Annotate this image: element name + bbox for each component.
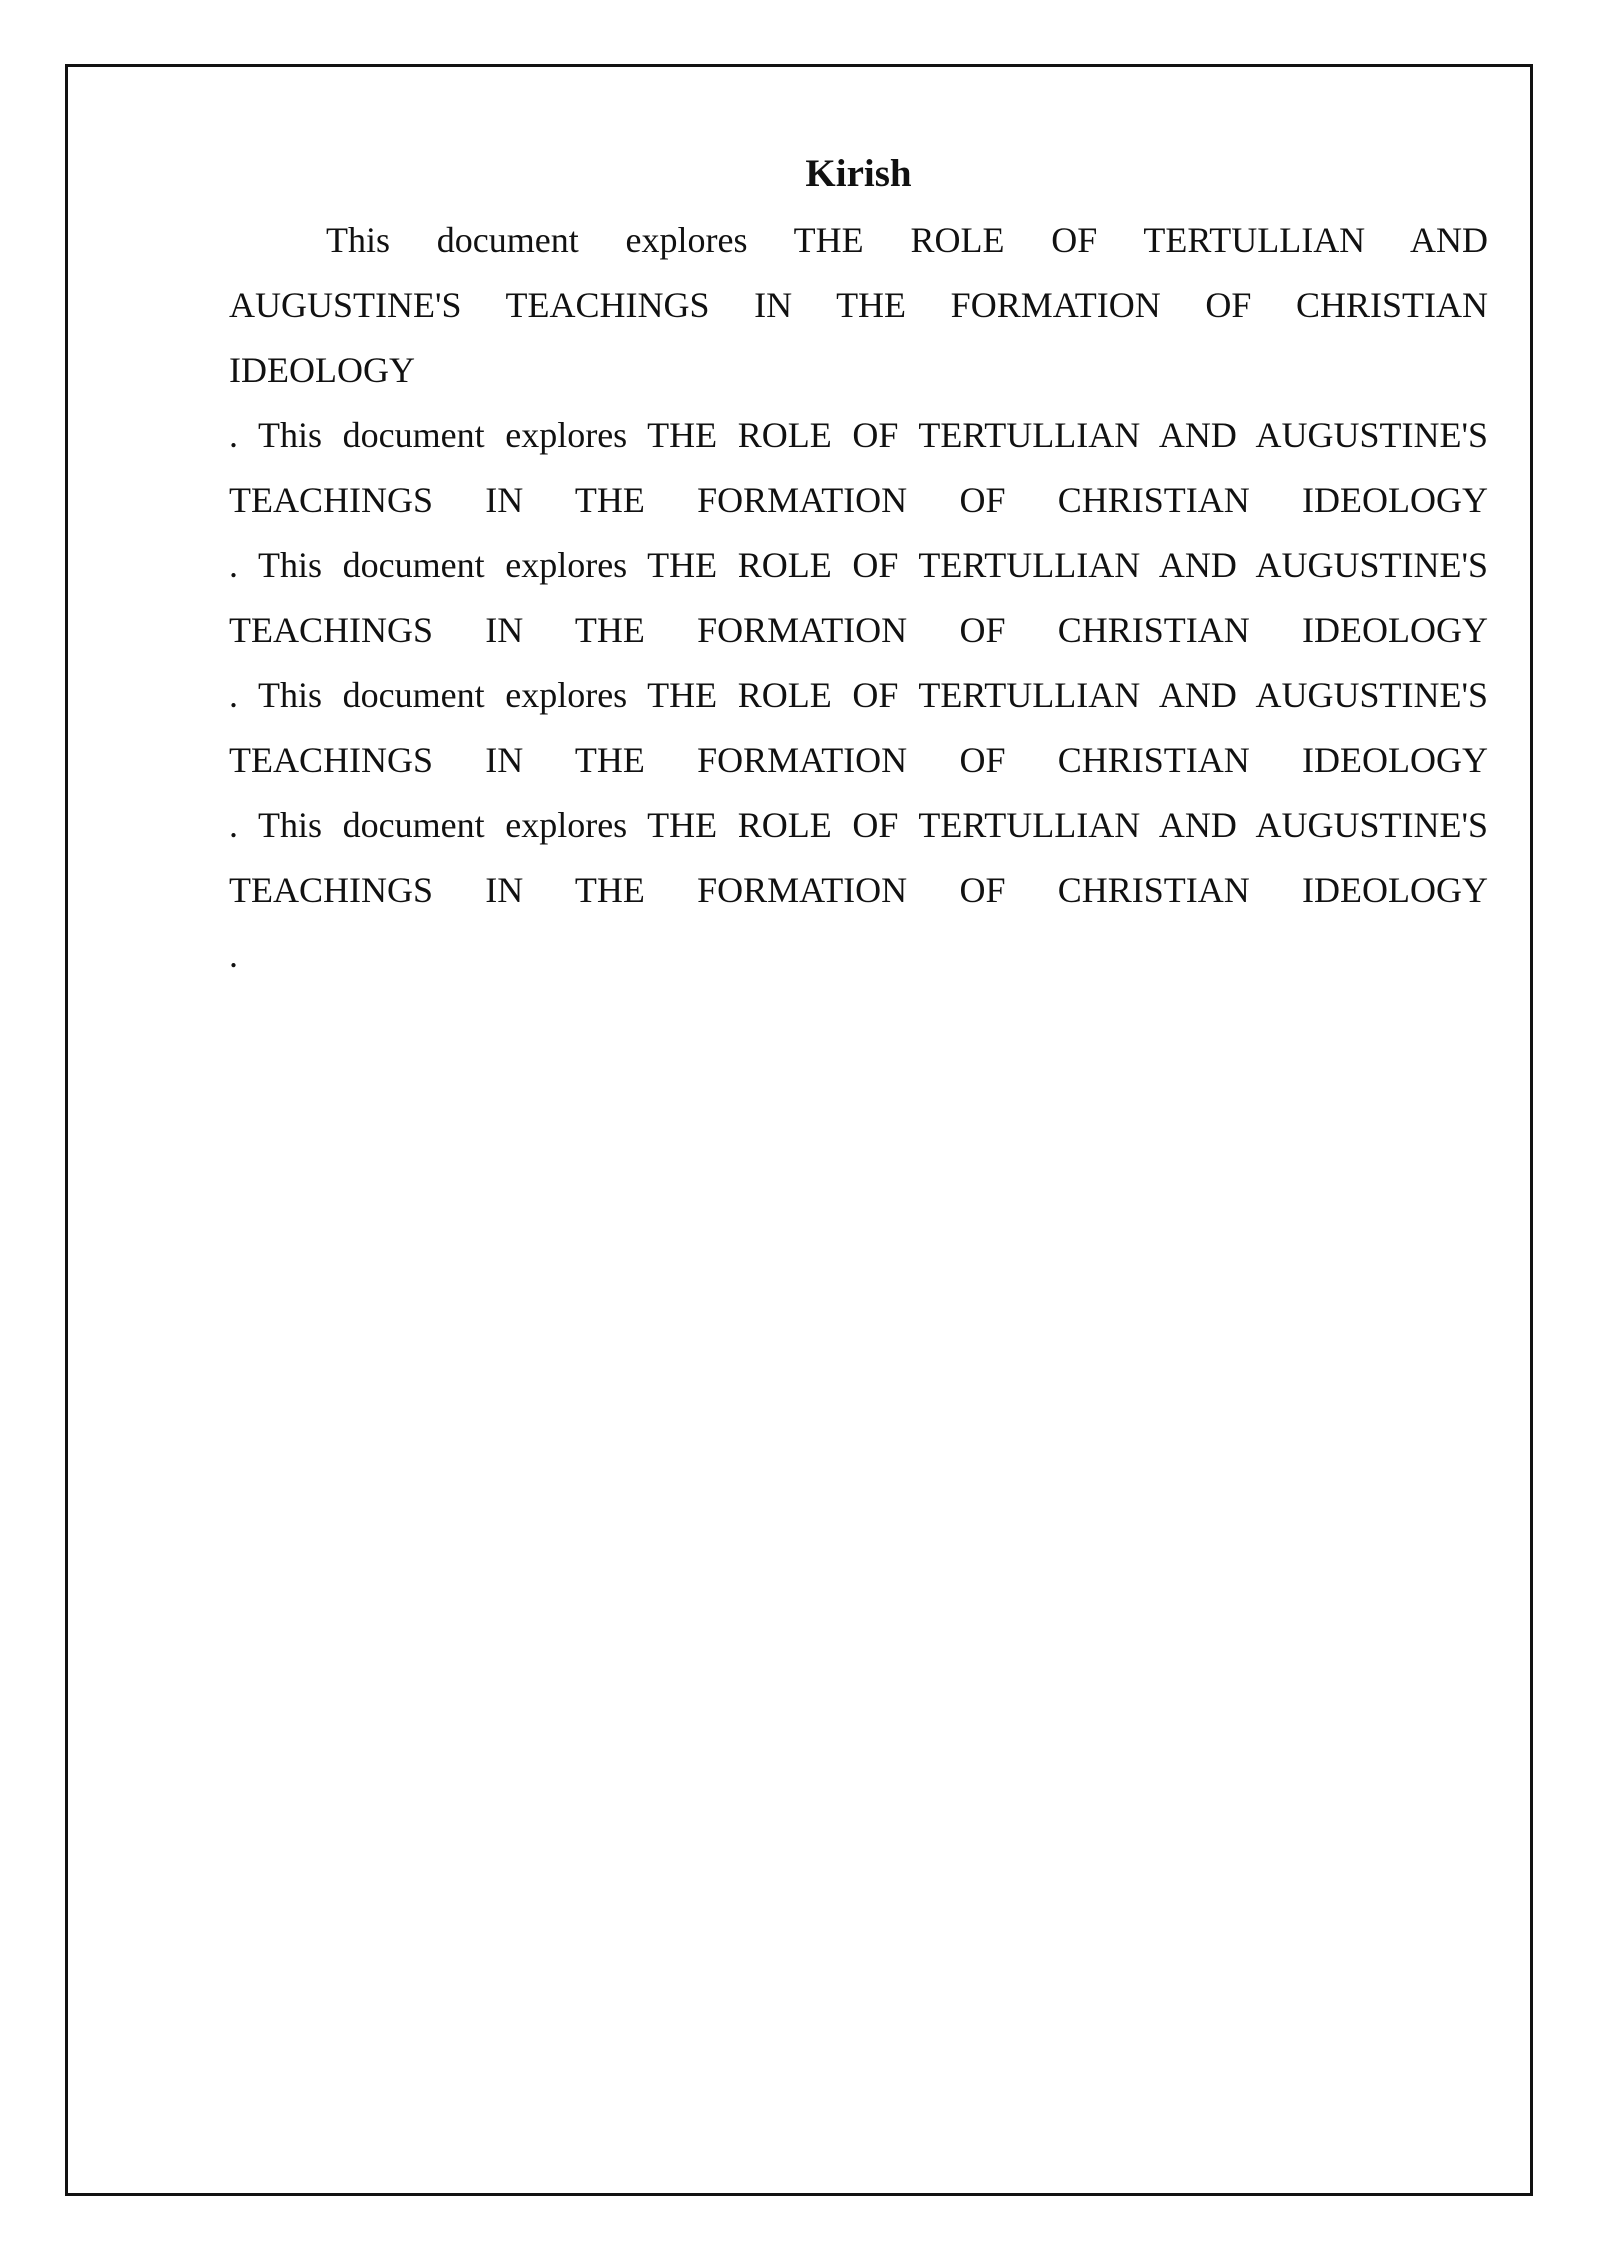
body-line: . (229, 935, 238, 975)
body-line: . This document explores THE ROLE OF TERTULLIAN AND AUGUSTINE'S (229, 415, 1488, 455)
body-line: AUGUSTINE'S TEACHINGS IN THE FORMATION OF CHRISTIAN (229, 285, 1488, 325)
body-line: IDEOLOGY (229, 350, 415, 390)
document-title: Kirish (805, 152, 912, 195)
body-line: TEACHINGS IN THE FORMATION OF CHRISTIAN IDEOLOGY (229, 610, 1488, 650)
body-line: This document explores THE ROLE OF TERTULLIAN AND (326, 220, 1488, 260)
body-line: TEACHINGS IN THE FORMATION OF CHRISTIAN IDEOLOGY (229, 870, 1488, 910)
body-line: . This document explores THE ROLE OF TERTULLIAN AND AUGUSTINE'S (229, 545, 1488, 585)
document-body (229, 208, 1488, 988)
body-line: . This document explores THE ROLE OF TERTULLIAN AND AUGUSTINE'S (229, 805, 1488, 845)
body-line: . This document explores THE ROLE OF TERTULLIAN AND AUGUSTINE'S (229, 675, 1488, 715)
body-line: TEACHINGS IN THE FORMATION OF CHRISTIAN IDEOLOGY (229, 740, 1488, 780)
document-content (229, 140, 1488, 988)
body-line: TEACHINGS IN THE FORMATION OF CHRISTIAN IDEOLOGY (229, 480, 1488, 520)
